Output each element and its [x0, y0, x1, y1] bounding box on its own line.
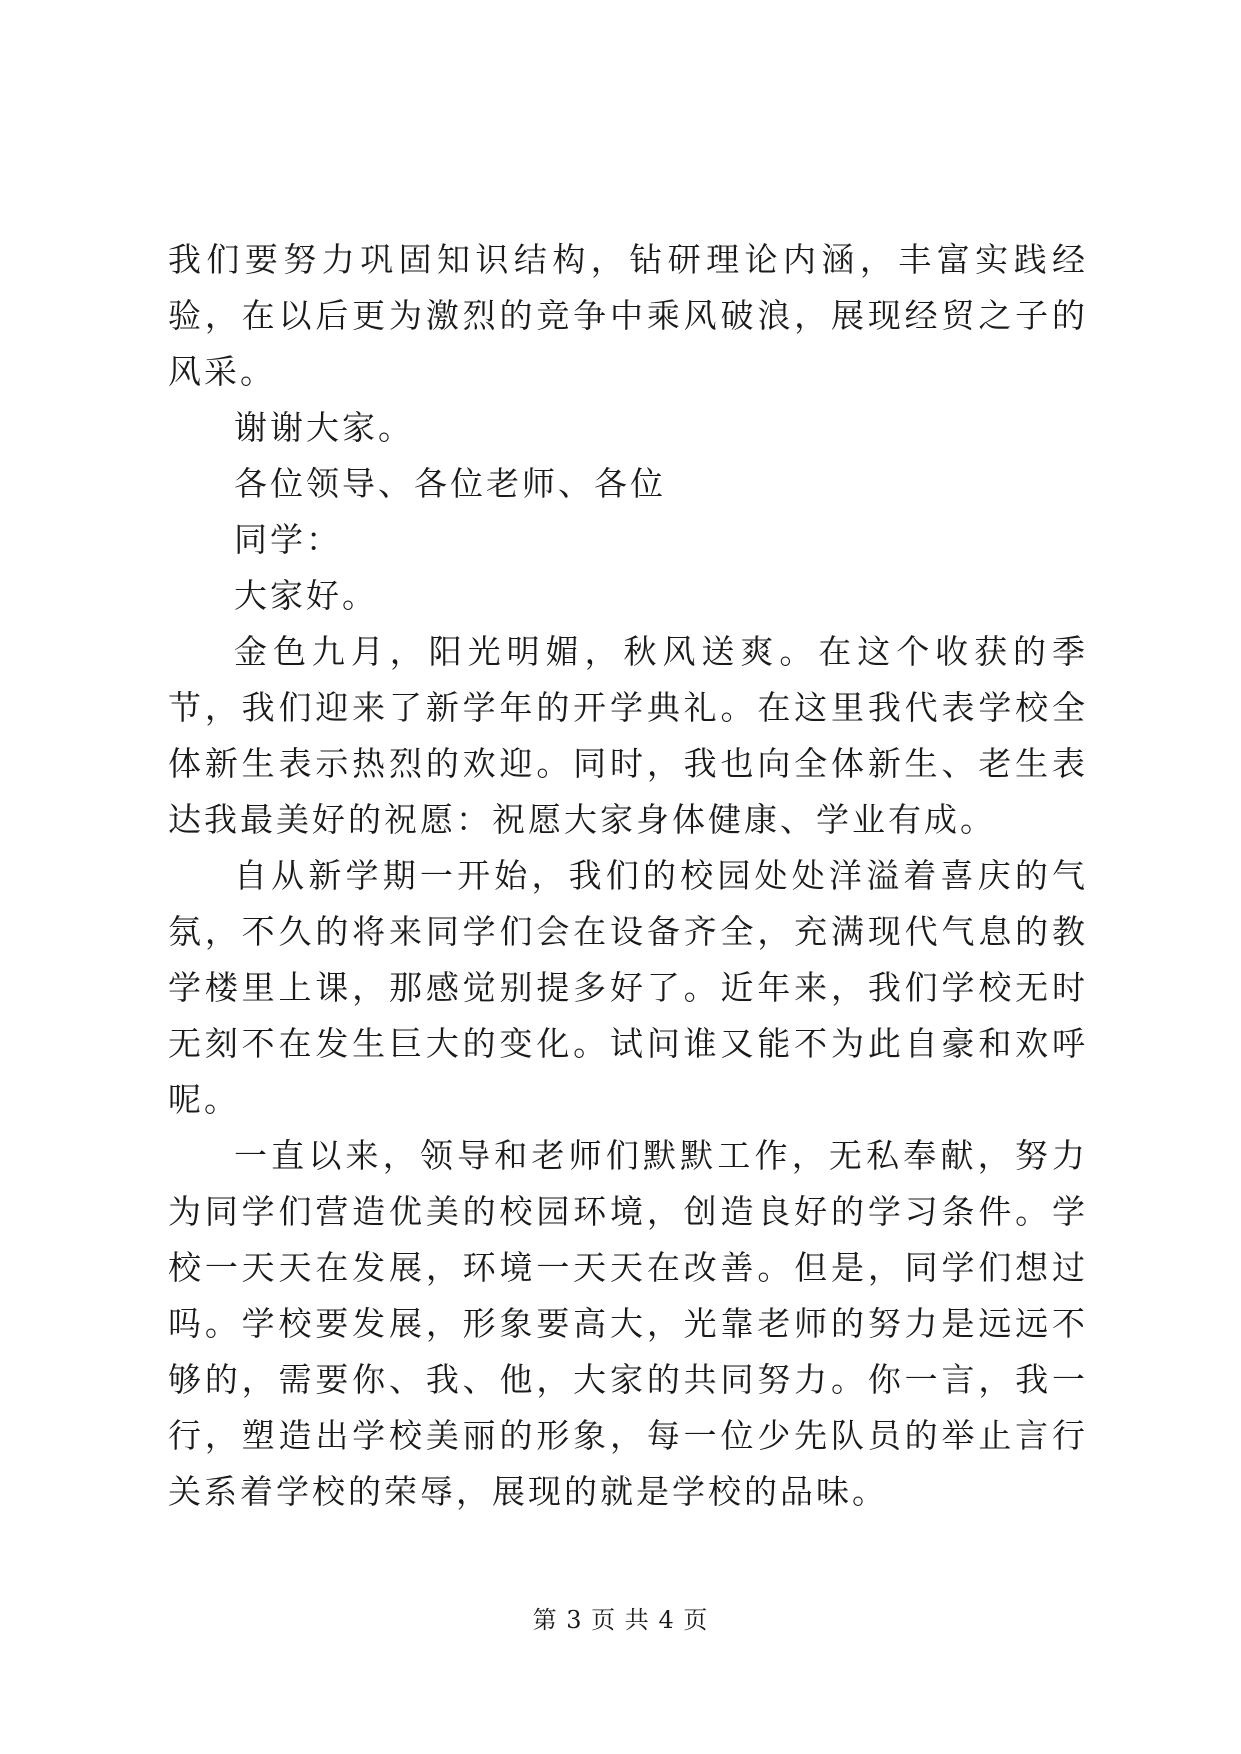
paragraph-4: 同学： — [234, 520, 342, 559]
paragraph-5: 大家好。 — [234, 576, 378, 615]
page-number-footer: 第 3 页 共 4 页 — [532, 1606, 709, 1634]
paragraph-1: 我们要努力巩固知识结构，钻研理论内涵，丰富实践经验，在以后更为激烈的竞争中乘风破浪，展现经贸之子的风采。 — [168, 240, 1088, 391]
paragraph-7: 自从新学期一开始，我们的校园处处洋溢着喜庆的气氛，不久的将来同学们会在设备齐全，充满现代气息的教学楼里上课，那感觉别提多好了。近年来，我们学校无时无刻不在发生巨大的变化。试问谁又能不为此自豪和欢呼呢。 — [168, 856, 1088, 1119]
paragraph-2: 谢谢大家。 — [234, 408, 414, 447]
document-body — [168, 232, 1088, 1520]
paragraph-8: 一直以来，领导和老师们默默工作，无私奉献，努力为同学们营造优美的校园环境，创造良好的学习条件。学校一天天在发展，环境一天天在改善。但是，同学们想过吗。学校要发展，形象要高大，光靠老师的努力是远远不够的，需要你、我、他，大家的共同努力。你一言，我一行，塑造出学校美丽的形象，每一位少先队员的举止言行关系着学校的荣辱，展现的就是学校的品味。 — [168, 1136, 1088, 1511]
paragraph-6: 金色九月，阳光明媚，秋风送爽。在这个收获的季节，我们迎来了新学年的开学典礼。在这里我代表学校全体新生表示热烈的欢迎。同时，我也向全体新生、老生表达我最美好的祝愿：祝愿大家身体健康、学业有成。 — [168, 632, 1088, 839]
paragraph-3: 各位领导、各位老师、各位 — [234, 464, 666, 503]
